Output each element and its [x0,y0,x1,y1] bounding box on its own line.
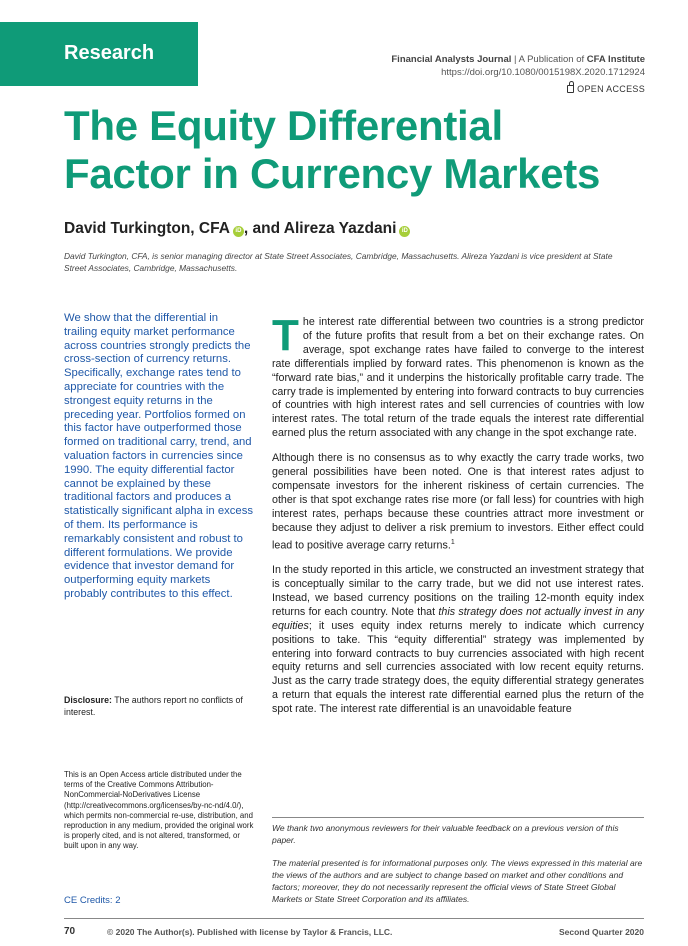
section-banner [0,22,198,86]
body-paragraph-3: In the study reported in this article, we constructed an investment strategy that is conceptually similar to the carry trade, but we did not use interest rates. Instead, we based currency positions on the trailing 12-month equity index returns for each country. Note that this strategy does not actually invest in any equities; it uses equity index returns merely to indicate which currency positions to take. This “equity differential” strategy was implemented by entering into forward contracts to buy currencies associated with high recent equity returns and sell currencies associated with low recent equity returns. Just as the carry trade strategy does, the equity differential strategy generates a return that equals the interest rate differential earned plus the return of the spot rate. The interest rate differential is an unavoidable feature [272,564,644,716]
page-number: 70 [64,926,76,937]
author-1: David Turkington, CFA [64,220,230,237]
author-affiliation: David Turkington, CFA, is senior managing director at State Street Associates, Cambridge, Massachusetts. Alireza Yazdani is vice president at State Street Associates, Cambridge, Massachusetts. [64,251,613,273]
article-title [64,102,664,198]
lock-icon [567,85,574,93]
body-paragraph-1: The interest rate differential between two countries is a strong predictor of the future profits that result from a bet on their exchange rates. On average, spot exchange rates have failed to converge to the interest rate differentials implied by forward rates. This phenomenon is known as the “forward rate bias,” and it underpins the historically profitable carry trade. The carry trade is implemented by entering into forward contracts to buy currencies of countries with high interest rates and sell currencies of countries with low interest rates. The total return of the trade equals the interest rate differential earned plus the return associated with any change in the spot exchange rate. [272,311,644,440]
journal-publisher: CFA Institute [586,54,645,65]
footer-divider [64,918,644,919]
ce-credits: CE Credits: 2 [64,895,121,906]
footnote-divider [272,817,644,818]
orcid-icon[interactable]: iD [233,226,244,237]
open-access-label: OPEN ACCESS [577,84,645,94]
section-label: Research [64,42,155,64]
abstract: We show that the differential in trailing equity market performance across countries strongly predicts the cross-section of currency returns. Specifically, exchange rates tend to appreciate for countries with the strongest equity returns in the preceding year. Portfolios formed on this factor have outperformed those formed on traditional carry, trend, and valuation factors in currencies since 1990. The equity differential factor cannot be explained by these traditional factors and produces a statistically significant alpha in excess of them. Its performance is remarkably consistent and robust to different formulations. We provide evidence that investor demand for outperforming equity markets probably contributes to this effect. [64,312,253,600]
journal-doi[interactable]: https://doi.org/10.1080/0015198X.2020.1712924 [441,67,645,78]
footnote-ref[interactable]: 1 [450,538,455,546]
journal-info [391,53,645,79]
title-line-2: Factor in Currency Markets [64,150,601,197]
article-body [272,311,644,728]
journal-separator: | A Publication of [511,54,587,65]
journal-name: Financial Analysts Journal [391,54,512,65]
orcid-icon[interactable]: iD [399,226,410,237]
disclosure [64,695,244,718]
open-access-badge [567,84,645,94]
disclosure-text: The authors report no conflicts of interest. [64,695,243,717]
acknowledgment: We thank two anonymous reviewers for their valuable feedback on a previous version of this paper. [272,823,619,845]
material-note: The material presented is for informational purposes only. The views expressed in this material are the views of the authors and are subject to change based on market and other conditions and factors; moreover, they do not necessarily represent the official views of State Street Global Markets or State Street Corporation and its affiliates. [272,858,643,904]
body-paragraph-2: Although there is no consensus as to why exactly the carry trade works, two general possibilities have been noted. One is that interest rates adjust to compensate investors for the inherent riskiness of certain currencies. The other is that spot exchange rates rise more (or fall less) for countries with high interest rates, perhaps because these countries attract more investment or because they adjust to deliver a risk premium to investors. Either effect could lead to positive average carry returns.$^1$ [272,452,644,552]
author-list [64,220,410,238]
issue-label: Second Quarter 2020 [558,927,644,937]
open-access-note: This is an Open Access article distributed under the terms of the Creative Commons Attribution-NonCommercial-NoDerivatives License (http://creativecommons.org/licenses/by-nc-nd/4.0/), which permits non-commercial re-use, distribution, and reproduction in any medium, provided the original work is properly cited, and is not altered, transformed, or built upon in any way. [64,770,254,851]
disclosure-label: Disclosure: [64,695,112,705]
title-line-1: The Equity Differential [64,102,503,149]
author-2: , and Alireza Yazdani [243,220,397,237]
drop-cap: T [272,311,299,360]
copyright: © 2020 The Author(s). Published with license by Taylor & Francis, LLC. [107,927,393,937]
